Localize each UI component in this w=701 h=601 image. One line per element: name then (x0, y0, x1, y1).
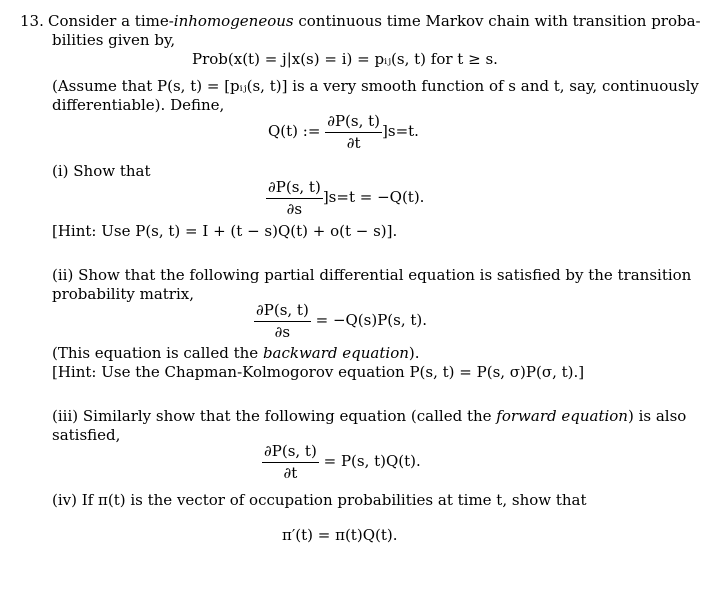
part-ii-fraction (254, 301, 311, 341)
part-ii-line-1: (ii) Show that the following partial differential equation is satisfied by the transition (52, 266, 692, 284)
forward-equation (262, 442, 421, 482)
q-definition-lhs: Q(t) := (268, 122, 321, 140)
part-iii-rhs: = P(s, t)Q(t). (323, 452, 421, 470)
part-ii-line-2: probability matrix, (52, 285, 195, 303)
part-iii-line-1 (52, 407, 686, 426)
q-definition-equation (268, 112, 419, 152)
part-iii-fraction (262, 442, 319, 482)
q-definition-tail: ]s=t. (382, 122, 419, 140)
intro-line-2: bilities given by, (52, 31, 176, 49)
fraction-numerator: ∂P(s, t) (254, 301, 311, 322)
note-text-b: ). (408, 344, 420, 362)
fraction-numerator: ∂P(s, t) (266, 178, 323, 199)
part-i-fraction (266, 178, 323, 218)
part-ii-hint: [Hint: Use the Chapman-Kolmogorov equation P(s, t) = P(s, σ)P(σ, t).] (52, 363, 585, 381)
fraction-denominator: ∂s (274, 323, 291, 341)
fraction-numerator: ∂P(s, t) (262, 442, 319, 463)
assume-line-2: differentiable). Define, (52, 96, 225, 114)
note-emphasis: backward equation (262, 344, 409, 362)
part-iii-emphasis: forward equation (496, 407, 628, 425)
backward-equation (254, 301, 427, 341)
part-i-hint: [Hint: Use P(s, t) = I + (t − s)Q(t) + o(t − s)]. (52, 222, 398, 240)
intro-line-1 (48, 12, 701, 31)
problem-number: 13. (20, 12, 44, 30)
fraction-denominator: ∂t (283, 464, 298, 482)
fraction-denominator: ∂t (346, 134, 361, 152)
note-text-a: (This equation is called the (52, 344, 263, 362)
occupation-equation: π′(t) = π(t)Q(t). (282, 526, 398, 544)
part-i-label: (i) Show that (52, 162, 151, 180)
part-ii-rhs: = −Q(s)P(s, t). (315, 311, 428, 329)
intro-text-b: continuous time Markov chain with transition proba- (293, 12, 701, 30)
part-i-tail: ]s=t = −Q(t). (322, 188, 425, 206)
part-iii-text-b: ) is also (627, 407, 687, 425)
assume-line-1: (Assume that P(s, t) = [pᵢⱼ(s, t)] is a very smooth function of s and t, say, continuously (52, 77, 699, 95)
fraction-numerator: ∂P(s, t) (325, 112, 382, 133)
fraction-denominator: ∂s (286, 200, 303, 218)
part-iv-line-1: (iv) If π(t) is the vector of occupation probabilities at time t, show that (52, 491, 587, 509)
part-ii-note (52, 344, 420, 363)
transition-probability-equation: Prob(x(t) = j|x(s) = i) = pᵢⱼ(s, t) for t ≥ s. (192, 50, 498, 68)
intro-emphasis: inhomogeneous (173, 12, 294, 30)
part-iii-text-a: (iii) Similarly show that the following equation (called the (52, 407, 497, 425)
q-definition-fraction (325, 112, 382, 152)
intro-text-a: Consider a time- (48, 12, 174, 30)
part-iii-line-2: satisfied, (52, 426, 121, 444)
part-i-equation (266, 178, 424, 218)
